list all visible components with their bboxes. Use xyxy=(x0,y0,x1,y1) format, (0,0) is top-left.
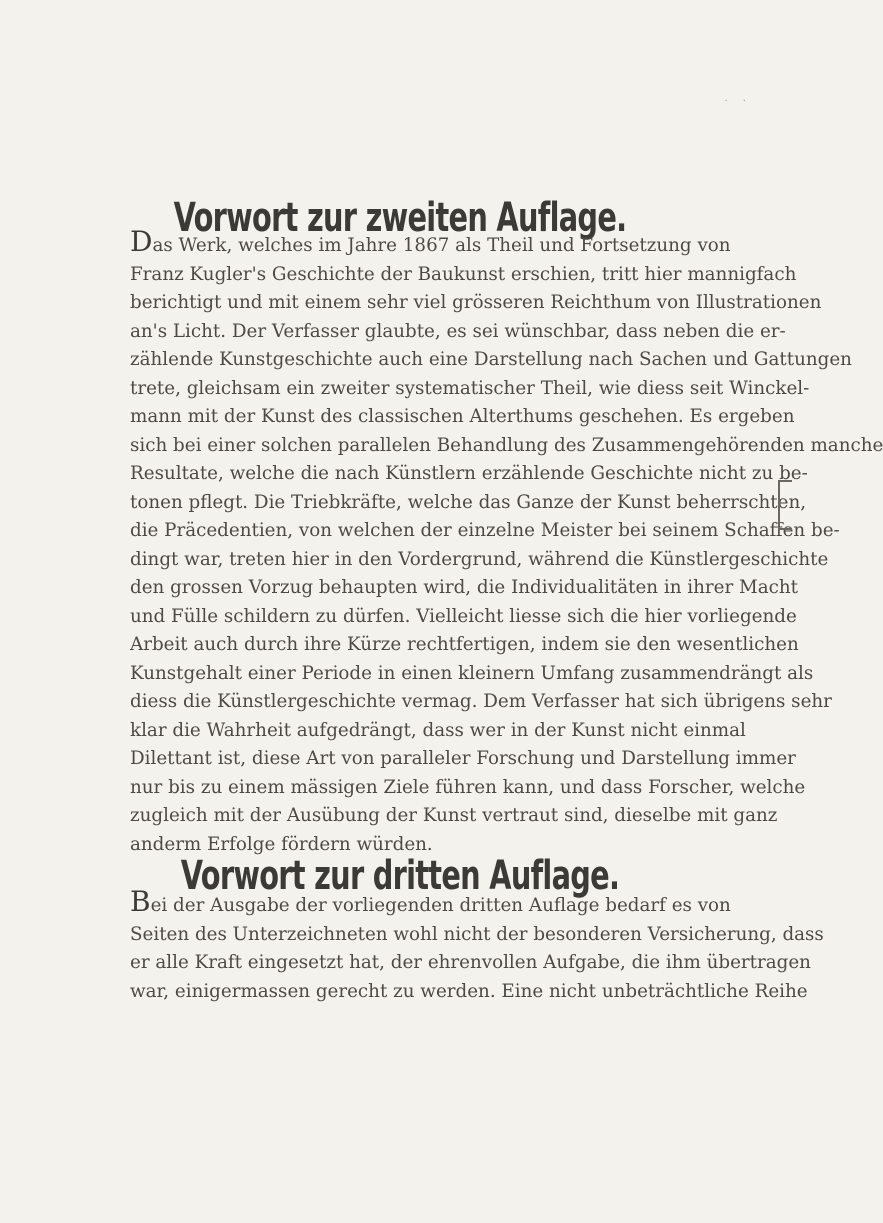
text-line: Arbeit auch durch ihre Kürze rechtfertigen, indem sie den wesentlichen xyxy=(130,634,799,655)
text-line: die Präcedentien, von welchen der einzelne Meister bei seinem Schaffen be- xyxy=(130,520,840,541)
text-line: Das Werk, welches im Jahre 1867 als Theil und Fortsetzung von xyxy=(130,225,731,258)
text-line: Bei der Ausgabe der vorliegenden dritten Auflage bedarf es von xyxy=(130,885,731,918)
text-line: diess die Künstlergeschichte vermag. Dem Verfasser hat sich übrigens sehr xyxy=(130,691,832,712)
paragraph-second-edition xyxy=(130,225,883,859)
text-line: Seiten des Unterzeichneten wohl nicht der besonderen Versicherung, dass xyxy=(130,923,824,945)
text-line: nur bis zu einem mässigen Ziele führen kann, und dass Forscher, welche xyxy=(130,776,806,798)
text-line: zählende Kunstgeschichte auch eine Darstellung nach Sachen und Gattungen xyxy=(130,349,852,370)
text-line: Dilettant ist, diese Art von paralleler Forschung und Darstellung immer xyxy=(130,748,796,769)
page-speckles: · · xyxy=(724,96,752,107)
text-line: Resultate, welche die nach Künstlern erzählende Geschichte nicht zu be- xyxy=(130,463,808,484)
text-line: Kunstgehalt einer Periode in einen kleinern Umfang zusammendrängt als xyxy=(130,662,814,684)
text-line: er alle Kraft eingesetzt hat, der ehrenvollen Aufgabe, die ihm übertragen xyxy=(130,952,811,973)
text-line: dingt war, treten hier in den Vordergrund, während die Künstlergeschichte xyxy=(130,548,829,570)
text-line: und Fülle schildern zu dürfen. Vielleicht liesse sich die hier vorliegende xyxy=(130,605,797,627)
paragraph-third-edition xyxy=(130,885,824,1006)
text-line: mann mit der Kunst des classischen Alterthums geschehen. Es ergeben xyxy=(130,406,795,427)
text-line: zugleich mit der Ausübung der Kunst vertraut sind, dieselbe mit ganz xyxy=(130,805,778,826)
drop-cap: B xyxy=(130,885,151,918)
text-line: tonen pflegt. Die Triebkräfte, welche das Ganze der Kunst beherrschten, xyxy=(130,491,807,513)
text-line: trete, gleichsam ein zweiter systematischer Theil, wie diess seit Winckel- xyxy=(130,377,810,399)
text-line: anderm Erfolge fördern würden. xyxy=(130,833,433,855)
text-line: Franz Kugler's Geschichte der Baukunst erschien, tritt hier mannigfach xyxy=(130,263,797,285)
heading-third-edition: Vorwort zur dritten Auflage. xyxy=(180,852,620,899)
margin-bracket-mark xyxy=(778,480,792,530)
text-line: war, einigermassen gerecht zu werden. Eine nicht unbeträchtliche Reihe xyxy=(130,980,808,1002)
drop-cap: D xyxy=(130,225,153,258)
text-line: klar die Wahrheit aufgedrängt, dass wer in der Kunst nicht einmal xyxy=(130,719,746,741)
text-line: den grossen Vorzug behaupten wird, die Individualitäten in ihrer Macht xyxy=(130,577,798,598)
text-line: berichtigt und mit einem sehr viel grösseren Reichthum von Illustrationen xyxy=(130,292,822,313)
text-line: an's Licht. Der Verfasser glaubte, es sei wünschbar, dass neben die er- xyxy=(130,320,786,342)
text-line: sich bei einer solchen parallelen Behandlung des Zusammengehörenden manche xyxy=(130,434,883,456)
heading-second-edition: Vorwort zur zweiten Auflage. xyxy=(173,194,627,241)
